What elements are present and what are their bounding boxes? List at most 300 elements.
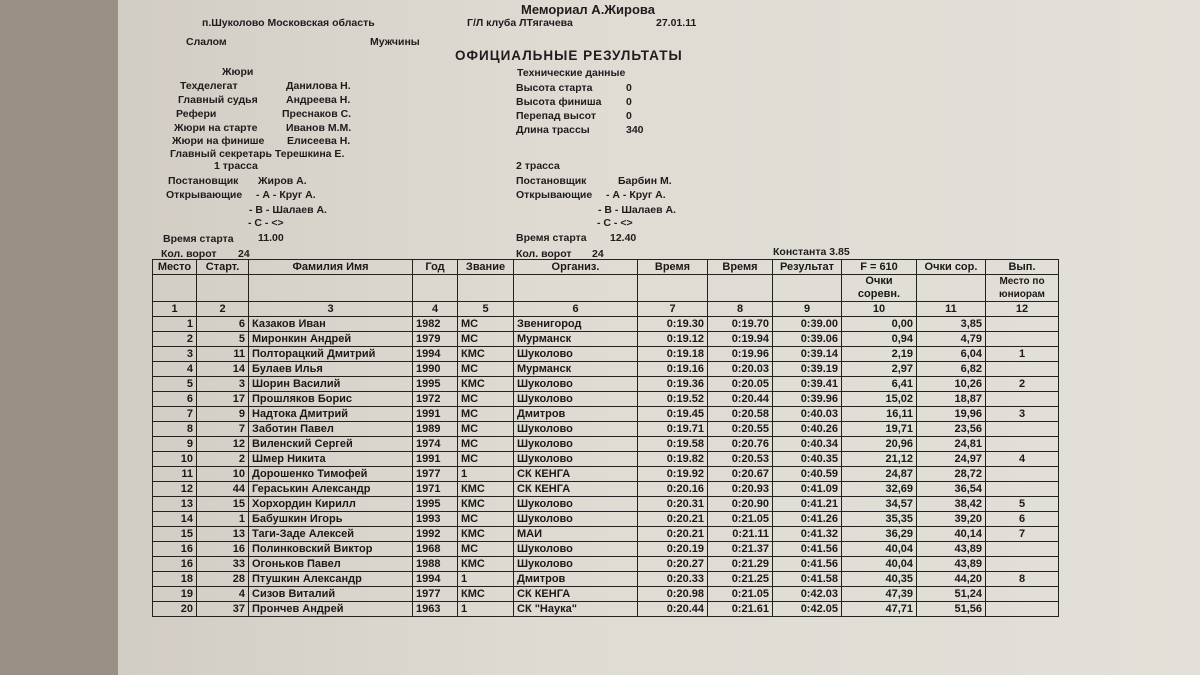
start-no-cell: 14 (197, 362, 249, 377)
run1-time-cell: 0:19.71 (638, 422, 708, 437)
points-cell: 10,26 (917, 377, 986, 392)
athlete-name-cell: Булаев Илья (249, 362, 413, 377)
athlete-name-cell: Сизов Виталий (249, 587, 413, 602)
competition-points-cell: 35,35 (842, 512, 917, 527)
col-number: 2 (197, 302, 249, 317)
points-cell: 51,24 (917, 587, 986, 602)
total-time-cell: 0:39.00 (773, 317, 842, 332)
athlete-name-cell: Прончев Андрей (249, 602, 413, 617)
setter-label: Постановщик (516, 175, 587, 187)
place-cell: 20 (153, 602, 197, 617)
competition-points-cell: 15,02 (842, 392, 917, 407)
total-time-cell: 0:39.41 (773, 377, 842, 392)
chief-secretary: Главный секретарь Терешкина Е. (170, 148, 345, 160)
total-time-cell: 0:41.09 (773, 482, 842, 497)
athlete-name-cell: Заботин Павел (249, 422, 413, 437)
results-table (152, 259, 1059, 617)
start-no-cell: 9 (197, 407, 249, 422)
competition-points-cell: 24,87 (842, 467, 917, 482)
place-cell: 16 (153, 557, 197, 572)
competition-title: Мемориал А.Жирова (521, 2, 655, 17)
run2-time-cell: 0:20.76 (708, 437, 773, 452)
birth-year-cell: 1991 (413, 407, 458, 422)
run2-time-cell: 0:21.05 (708, 587, 773, 602)
rank-cell: КМС (458, 587, 514, 602)
athlete-name-cell: Дорошенко Тимофей (249, 467, 413, 482)
col-start: Старт. (197, 260, 249, 275)
junior-place-cell (986, 332, 1059, 347)
total-time-cell: 0:39.19 (773, 362, 842, 377)
competition-points-cell: 47,39 (842, 587, 917, 602)
run1-time-cell: 0:19.58 (638, 437, 708, 452)
header-row (153, 260, 1059, 275)
table-row (153, 407, 1059, 422)
junior-place-cell: 6 (986, 512, 1059, 527)
points-cell: 44,20 (917, 572, 986, 587)
birth-year-cell: 1994 (413, 347, 458, 362)
athlete-name-cell: Полторацкий Дмитрий (249, 347, 413, 362)
total-time-cell: 0:40.26 (773, 422, 842, 437)
run2-time-cell: 0:21.05 (708, 512, 773, 527)
table-row (153, 512, 1059, 527)
official-results-heading: ОФИЦИАЛЬНЫЕ РЕЗУЛЬТАТЫ (455, 48, 683, 63)
run2-time-cell: 0:20.58 (708, 407, 773, 422)
run1-time-cell: 0:20.27 (638, 557, 708, 572)
rank-cell: 1 (458, 602, 514, 617)
start-no-cell: 1 (197, 512, 249, 527)
jury-name: Данилова Н. (286, 80, 351, 92)
junior-place-cell (986, 437, 1059, 452)
athlete-name-cell: Миронкин Андрей (249, 332, 413, 347)
course-1-heading: 1 трасса (214, 160, 258, 172)
place-cell: 5 (153, 377, 197, 392)
table-body (153, 317, 1059, 617)
competition-points-cell: 40,04 (842, 557, 917, 572)
place-cell: 8 (153, 422, 197, 437)
points-cell: 19,96 (917, 407, 986, 422)
place-cell: 12 (153, 482, 197, 497)
points-cell: 23,56 (917, 422, 986, 437)
openers-label: Открывающие (166, 189, 243, 201)
competition-points-cell: 32,69 (842, 482, 917, 497)
rank-cell: КМС (458, 482, 514, 497)
venue: п.Шуколово Московская область (202, 17, 375, 29)
f-subheader: Очки соревн. (842, 275, 917, 302)
col-number: 10 (842, 302, 917, 317)
junior-place-cell (986, 467, 1059, 482)
athlete-name-cell: Надтока Дмитрий (249, 407, 413, 422)
athlete-name-cell: Бабушкин Игорь (249, 512, 413, 527)
col-number: 3 (249, 302, 413, 317)
organization-cell: Шуколово (514, 557, 638, 572)
points-cell: 3,85 (917, 317, 986, 332)
col-number: 11 (917, 302, 986, 317)
organization-cell: Дмитров (514, 572, 638, 587)
table-row (153, 422, 1059, 437)
athlete-name-cell: Прошляков Борис (249, 392, 413, 407)
total-time-cell: 0:41.56 (773, 557, 842, 572)
rank-cell: КМС (458, 377, 514, 392)
run1-time-cell: 0:20.21 (638, 527, 708, 542)
competition-points-cell: 47,71 (842, 602, 917, 617)
table-row (153, 542, 1059, 557)
start-time-label: Время старта (163, 233, 234, 245)
run2-time-cell: 0:21.61 (708, 602, 773, 617)
junior-place-cell (986, 602, 1059, 617)
course-2-start-time: 12.40 (610, 232, 637, 244)
junior-place-cell: 7 (986, 527, 1059, 542)
run2-time-cell: 0:19.96 (708, 347, 773, 362)
start-no-cell: 15 (197, 497, 249, 512)
jury-role: Техделегат (180, 80, 238, 92)
run2-time-cell: 0:20.03 (708, 362, 773, 377)
jury-role: Главный судья (178, 94, 258, 106)
opener-c: - С - <> (248, 217, 284, 229)
competition-points-cell: 19,71 (842, 422, 917, 437)
tech-value: 0 (626, 82, 632, 94)
points-cell: 43,89 (917, 557, 986, 572)
athlete-name-cell: Шорин Василий (249, 377, 413, 392)
run1-time-cell: 0:20.44 (638, 602, 708, 617)
opener-c: - С - <> (597, 217, 633, 229)
points-cell: 24,81 (917, 437, 986, 452)
junior-place-cell (986, 317, 1059, 332)
openers-label: Открывающие (516, 189, 593, 201)
birth-year-cell: 1968 (413, 542, 458, 557)
organization-cell: Дмитров (514, 407, 638, 422)
table-row (153, 467, 1059, 482)
rank-cell: 1 (458, 467, 514, 482)
start-no-cell: 3 (197, 377, 249, 392)
points-cell: 43,89 (917, 542, 986, 557)
total-time-cell: 0:40.59 (773, 467, 842, 482)
discipline: Слалом (186, 36, 227, 48)
junior-place-cell (986, 422, 1059, 437)
birth-year-cell: 1989 (413, 422, 458, 437)
course-1-setter: Жиров А. (258, 175, 307, 187)
tech-value: 340 (626, 124, 644, 136)
rank-cell: МС (458, 437, 514, 452)
col-number: 12 (986, 302, 1059, 317)
gl-club: Г/Л клуба ЛТягачева (467, 17, 573, 29)
start-no-cell: 6 (197, 317, 249, 332)
col-f: F = 610 (842, 260, 917, 275)
run1-time-cell: 0:19.45 (638, 407, 708, 422)
rank-cell: КМС (458, 557, 514, 572)
table-row (153, 377, 1059, 392)
jury-role: Жюри на финише (172, 135, 265, 147)
competition-points-cell: 0,94 (842, 332, 917, 347)
organization-cell: Шуколово (514, 377, 638, 392)
rank-cell: МС (458, 512, 514, 527)
run1-time-cell: 0:20.21 (638, 512, 708, 527)
points-cell: 24,97 (917, 452, 986, 467)
table-row (153, 437, 1059, 452)
jury-name: Андреева Н. (286, 94, 351, 106)
points-cell: 51,56 (917, 602, 986, 617)
col-vyp: Вып. (986, 260, 1059, 275)
organization-cell: Шуколово (514, 437, 638, 452)
col-time1: Время (638, 260, 708, 275)
birth-year-cell: 1990 (413, 362, 458, 377)
start-no-cell: 33 (197, 557, 249, 572)
run2-time-cell: 0:20.67 (708, 467, 773, 482)
run2-time-cell: 0:20.05 (708, 377, 773, 392)
table-row (153, 572, 1059, 587)
col-year: Год (413, 260, 458, 275)
junior-place-cell (986, 557, 1059, 572)
total-time-cell: 0:42.05 (773, 602, 842, 617)
rank-cell: МС (458, 542, 514, 557)
start-no-cell: 37 (197, 602, 249, 617)
points-cell: 4,79 (917, 332, 986, 347)
junior-place-cell: 3 (986, 407, 1059, 422)
points-cell: 6,04 (917, 347, 986, 362)
table-row (153, 587, 1059, 602)
course-2-setter: Барбин М. (618, 175, 672, 187)
competition-points-cell: 6,41 (842, 377, 917, 392)
competition-points-cell: 36,29 (842, 527, 917, 542)
birth-year-cell: 1979 (413, 332, 458, 347)
start-no-cell: 28 (197, 572, 249, 587)
jury-name: Преснаков С. (282, 108, 352, 120)
place-cell: 6 (153, 392, 197, 407)
points-cell: 36,54 (917, 482, 986, 497)
opener-b: - В - Шалаев А. (249, 204, 327, 216)
run1-time-cell: 0:20.16 (638, 482, 708, 497)
start-no-cell: 5 (197, 332, 249, 347)
place-cell: 13 (153, 497, 197, 512)
place-cell: 3 (153, 347, 197, 362)
table-row (153, 557, 1059, 572)
start-no-cell: 12 (197, 437, 249, 452)
birth-year-cell: 1991 (413, 452, 458, 467)
start-no-cell: 2 (197, 452, 249, 467)
junior-place-cell: 2 (986, 377, 1059, 392)
start-no-cell: 7 (197, 422, 249, 437)
setter-label: Постановщик (168, 175, 239, 187)
run1-time-cell: 0:20.98 (638, 587, 708, 602)
run2-time-cell: 0:20.55 (708, 422, 773, 437)
run2-time-cell: 0:20.93 (708, 482, 773, 497)
jury-role: Рефери (176, 108, 217, 120)
tech-heading: Технические данные (517, 67, 626, 79)
birth-year-cell: 1963 (413, 602, 458, 617)
start-no-cell: 17 (197, 392, 249, 407)
start-no-cell: 13 (197, 527, 249, 542)
col-place: Место (153, 260, 197, 275)
course-2-heading: 2 трасса (516, 160, 560, 172)
table-row (153, 347, 1059, 362)
start-no-cell: 16 (197, 542, 249, 557)
competition-points-cell: 20,96 (842, 437, 917, 452)
run2-time-cell: 0:21.37 (708, 542, 773, 557)
athlete-name-cell: Виленский Сергей (249, 437, 413, 452)
organization-cell: Шуколово (514, 452, 638, 467)
athlete-name-cell: Огоньков Павел (249, 557, 413, 572)
total-time-cell: 0:40.35 (773, 452, 842, 467)
total-time-cell: 0:41.56 (773, 542, 842, 557)
col-number-row (153, 302, 1059, 317)
start-no-cell: 4 (197, 587, 249, 602)
birth-year-cell: 1977 (413, 467, 458, 482)
jury-name: Иванов М.М. (286, 122, 352, 134)
organization-cell: СК "Наука" (514, 602, 638, 617)
organization-cell: Шуколово (514, 347, 638, 362)
run1-time-cell: 0:19.16 (638, 362, 708, 377)
col-time2: Время (708, 260, 773, 275)
competition-points-cell: 2,19 (842, 347, 917, 362)
jury-heading: Жюри (222, 66, 254, 78)
organization-cell: МАИ (514, 527, 638, 542)
col-number: 9 (773, 302, 842, 317)
place-cell: 7 (153, 407, 197, 422)
rank-cell: МС (458, 392, 514, 407)
rank-cell: МС (458, 332, 514, 347)
place-cell: 18 (153, 572, 197, 587)
competition-points-cell: 16,11 (842, 407, 917, 422)
junior-place-cell (986, 362, 1059, 377)
opener-b: - В - Шалаев А. (598, 204, 676, 216)
run1-time-cell: 0:19.12 (638, 332, 708, 347)
place-cell: 2 (153, 332, 197, 347)
run2-time-cell: 0:20.53 (708, 452, 773, 467)
start-no-cell: 10 (197, 467, 249, 482)
table-row (153, 602, 1059, 617)
place-cell: 19 (153, 587, 197, 602)
rank-cell: КМС (458, 347, 514, 362)
start-time-label: Время старта (516, 232, 587, 244)
birth-year-cell: 1982 (413, 317, 458, 332)
run1-time-cell: 0:19.36 (638, 377, 708, 392)
place-cell: 16 (153, 542, 197, 557)
junior-place-cell: 5 (986, 497, 1059, 512)
junior-place-cell (986, 587, 1059, 602)
total-time-cell: 0:41.26 (773, 512, 842, 527)
table-row (153, 527, 1059, 542)
total-time-cell: 0:39.14 (773, 347, 842, 362)
rank-cell: МС (458, 452, 514, 467)
total-time-cell: 0:40.34 (773, 437, 842, 452)
table-row (153, 317, 1059, 332)
col-number: 4 (413, 302, 458, 317)
col-name: Фамилия Имя (249, 260, 413, 275)
place-cell: 15 (153, 527, 197, 542)
date: 27.01.11 (656, 17, 697, 29)
athlete-name-cell: Казаков Иван (249, 317, 413, 332)
birth-year-cell: 1994 (413, 572, 458, 587)
points-cell: 38,42 (917, 497, 986, 512)
junior-place-cell: 1 (986, 347, 1059, 362)
place-cell: 1 (153, 317, 197, 332)
place-cell: 4 (153, 362, 197, 377)
organization-cell: СК КЕНГА (514, 587, 638, 602)
table-row (153, 482, 1059, 497)
col-number: 7 (638, 302, 708, 317)
table-row (153, 497, 1059, 512)
birth-year-cell: 1971 (413, 482, 458, 497)
col-number: 6 (514, 302, 638, 317)
col-rank: Звание (458, 260, 514, 275)
junior-place-cell (986, 392, 1059, 407)
run1-time-cell: 0:19.92 (638, 467, 708, 482)
run1-time-cell: 0:19.18 (638, 347, 708, 362)
organization-cell: Шуколово (514, 512, 638, 527)
birth-year-cell: 1995 (413, 377, 458, 392)
points-cell: 6,82 (917, 362, 986, 377)
points-cell: 28,72 (917, 467, 986, 482)
jury-name: Елисеева Н. (287, 135, 351, 147)
birth-year-cell: 1995 (413, 497, 458, 512)
col-points: Очки сор. (917, 260, 986, 275)
total-time-cell: 0:42.03 (773, 587, 842, 602)
vyp-subheader: Место по юниорам (986, 275, 1059, 302)
organization-cell: Шуколово (514, 392, 638, 407)
competition-points-cell: 0,00 (842, 317, 917, 332)
junior-place-cell (986, 482, 1059, 497)
col-number: 1 (153, 302, 197, 317)
junior-place-cell: 8 (986, 572, 1059, 587)
competition-points-cell: 40,04 (842, 542, 917, 557)
run2-time-cell: 0:21.29 (708, 557, 773, 572)
run2-time-cell: 0:21.25 (708, 572, 773, 587)
table-row (153, 452, 1059, 467)
tech-label: Длина трассы (516, 124, 590, 136)
rank-cell: МС (458, 317, 514, 332)
points-cell: 40,14 (917, 527, 986, 542)
rank-cell: МС (458, 407, 514, 422)
run1-time-cell: 0:20.19 (638, 542, 708, 557)
birth-year-cell: 1988 (413, 557, 458, 572)
athlete-name-cell: Шмер Никита (249, 452, 413, 467)
run1-time-cell: 0:20.33 (638, 572, 708, 587)
birth-year-cell: 1974 (413, 437, 458, 452)
organization-cell: Звенигород (514, 317, 638, 332)
rank-cell: МС (458, 362, 514, 377)
birth-year-cell: 1977 (413, 587, 458, 602)
total-time-cell: 0:41.21 (773, 497, 842, 512)
organization-cell: Мурманск (514, 332, 638, 347)
table-header (153, 260, 1059, 317)
organization-cell: Шуколово (514, 422, 638, 437)
run2-time-cell: 0:19.94 (708, 332, 773, 347)
run1-time-cell: 0:19.30 (638, 317, 708, 332)
run1-time-cell: 0:20.31 (638, 497, 708, 512)
organization-cell: СК КЕНГА (514, 467, 638, 482)
jury-role: Жюри на старте (174, 122, 258, 134)
col-org: Организ. (514, 260, 638, 275)
junior-place-cell (986, 542, 1059, 557)
place-cell: 10 (153, 452, 197, 467)
constant: Константа 3.85 (773, 246, 850, 258)
organization-cell: Мурманск (514, 362, 638, 377)
total-time-cell: 0:40.03 (773, 407, 842, 422)
rank-cell: МС (458, 422, 514, 437)
col-number: 8 (708, 302, 773, 317)
rank-cell: 1 (458, 572, 514, 587)
competition-points-cell: 2,97 (842, 362, 917, 377)
place-cell: 9 (153, 437, 197, 452)
run2-time-cell: 0:19.70 (708, 317, 773, 332)
birth-year-cell: 1972 (413, 392, 458, 407)
competition-points-cell: 21,12 (842, 452, 917, 467)
table-row (153, 392, 1059, 407)
course-1-start-time: 11.00 (258, 232, 284, 244)
run2-time-cell: 0:20.90 (708, 497, 773, 512)
subheader-row (153, 275, 1059, 302)
rank-cell: КМС (458, 527, 514, 542)
athlete-name-cell: Хорхордин Кирилл (249, 497, 413, 512)
